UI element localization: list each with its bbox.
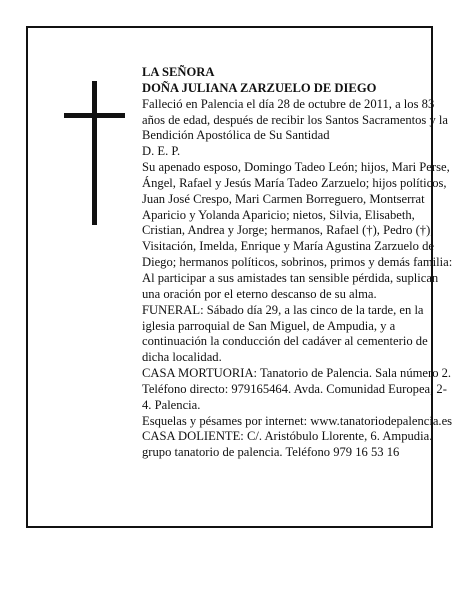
family-list: Su apenado esposo, Domingo Tadeo León; hijos, Mari Perse, Ángel, Rafael y Jesús María Tadeo Zarzuelo; hijos políticos, Juan José Crespo, Mari Carmen Borreguero, Montserrat Aparicio y Yolanda Aparicio; nietos, Silvia, Elisabeth, Cristian, Andrea y Jorge; hermanos, Rafael (†), Pedro (†), Visitación, Imelda, Enrique y María Agustina Zarzuelo de Diego; hermanos políticos, sobrinos, primos y demás familia: (142, 160, 453, 270)
family-home-info: CASA DOLIENTE: C/. Aristóbulo Llorente, 6. Ampudia. (142, 429, 433, 444)
deceased-name: DOÑA JULIANA ZARZUELO DE DIEGO (142, 80, 377, 95)
prayer-request: Al participar a sus amistades tan sensible pérdida, suplican una oración por el eterno descanso de su alma. (142, 270, 439, 301)
cross-vertical-bar (92, 81, 97, 225)
notice-text (142, 65, 454, 461)
death-info: Falleció en Palencia el día 28 de octubre de 2011, a los 83 años de edad, después de recibir los Santos Sacramentos y la Bendición Apostólica de Su Santidad (142, 96, 449, 143)
cross-horizontal-bar (64, 113, 125, 118)
obituary-notice (26, 26, 453, 528)
rip-line: D. E. P. (142, 144, 181, 159)
funeral-info: FUNERAL: Sábado día 29, a las cinco de la tarde, en la iglesia parroquial de San Miguel, de Ampudia, y a continuación la conducción del cadáver al cementerio de dicha localidad. (142, 302, 428, 365)
notice-heading: LA SEÑORA (142, 65, 215, 79)
condolences-info: Esquelas y pésames por internet: www.tanatoriodepalencia.es (142, 413, 453, 428)
funeral-home-info: CASA MORTUORIA: Tanatorio de Palencia. Sala número 2. Teléfono directo: 979165464. Avda. Comunidad Europea, 2-4. Palencia. (142, 366, 452, 412)
notice-footer: grupo tanatorio de palencia. Teléfono 979 16 53 16 (142, 445, 400, 460)
